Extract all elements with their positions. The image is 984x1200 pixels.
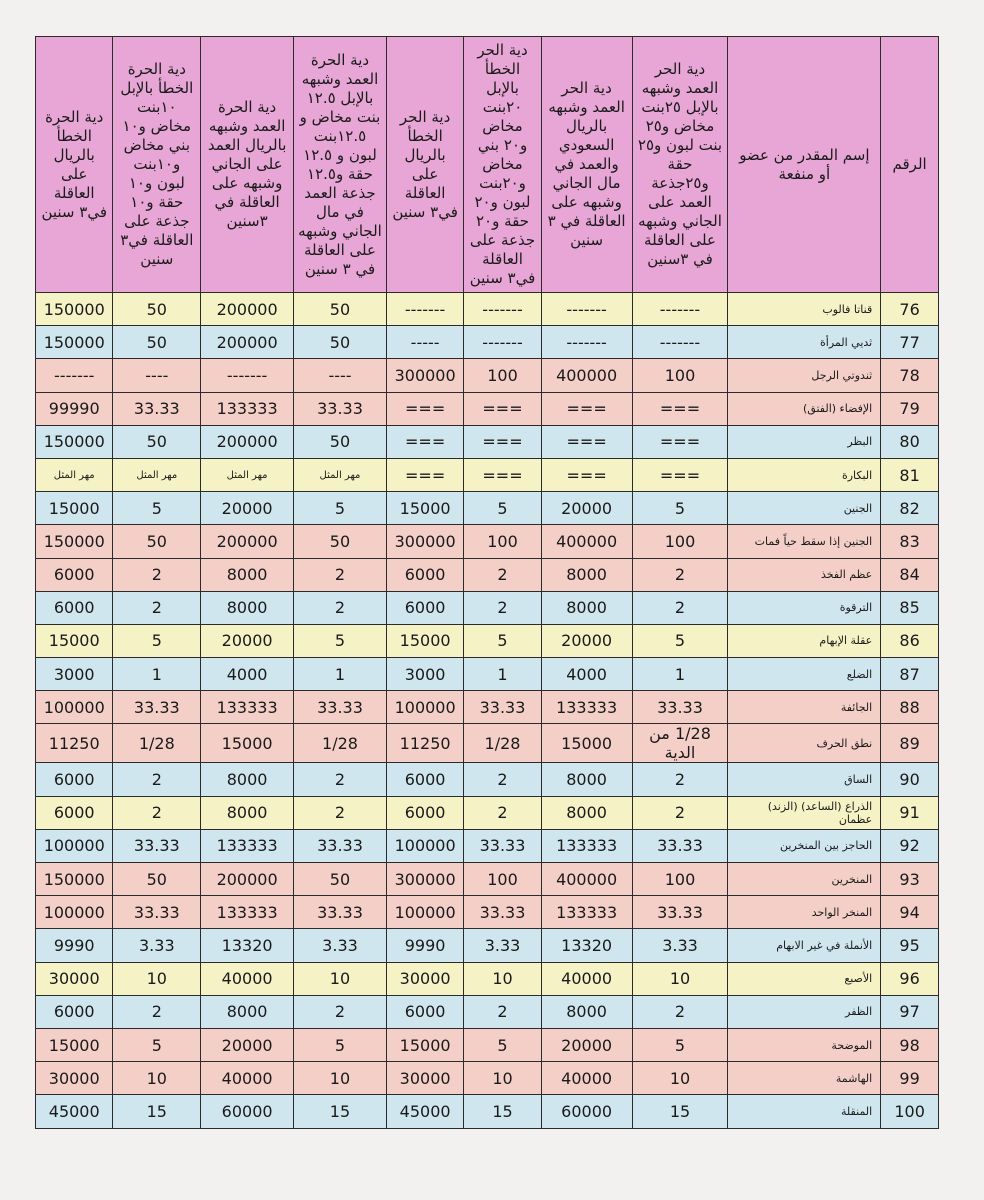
cell-male-error-riyal: 30000 bbox=[386, 1062, 463, 1095]
cell-female-intentional-camels: 2 bbox=[294, 763, 387, 796]
cell-male-error-camels: 33.33 bbox=[464, 691, 541, 724]
table-body bbox=[36, 293, 939, 1129]
cell-female-error-riyal: 6000 bbox=[36, 558, 113, 591]
cell-female-intentional-camels: 33.33 bbox=[294, 896, 387, 929]
cell-organ-name: نطق الحرف bbox=[728, 724, 881, 763]
cell-female-intentional-camels: 50 bbox=[294, 293, 387, 326]
cell-organ-name: ثديي المرأة bbox=[728, 326, 881, 359]
cell-female-intentional-riyal: 8000 bbox=[201, 763, 294, 796]
header-male-error-riyal: دية الحر الخطأ بالريال على العاقلة في٣ سنين bbox=[386, 37, 463, 293]
cell-male-error-camels: 100 bbox=[464, 863, 541, 896]
cell-male-error-camels: 10 bbox=[464, 962, 541, 995]
cell-organ-name: ثندوتي الرجل bbox=[728, 359, 881, 392]
cell-number: 87 bbox=[881, 658, 939, 691]
cell-male-error-camels: 100 bbox=[464, 359, 541, 392]
cell-male-intentional-riyal: 133333 bbox=[541, 829, 632, 862]
cell-male-intentional-riyal: 15000 bbox=[541, 724, 632, 763]
cell-male-intentional-camels: === bbox=[632, 392, 728, 425]
cell-male-error-riyal: 100000 bbox=[386, 829, 463, 862]
cell-male-intentional-camels: 1/28 من الدية bbox=[632, 724, 728, 763]
header-male-intentional-camels: دية الحر العمد وشبهه بالإبل ٢٥بنت مخاض و٢٥ بنت لبون و٢٥ حقة و٢٥جذعة العمد على الجاني وشبهه على العاقلة في ٣سنين bbox=[632, 37, 728, 293]
cell-female-error-camels: 33.33 bbox=[113, 392, 201, 425]
cell-male-intentional-camels: 5 bbox=[632, 492, 728, 525]
cell-female-error-camels: 2 bbox=[113, 763, 201, 796]
cell-number: 92 bbox=[881, 829, 939, 862]
cell-male-error-riyal: 9990 bbox=[386, 929, 463, 962]
cell-male-intentional-riyal: 400000 bbox=[541, 359, 632, 392]
cell-female-intentional-camels: 50 bbox=[294, 425, 387, 458]
cell-female-intentional-camels: 5 bbox=[294, 1028, 387, 1061]
cell-male-error-riyal: 6000 bbox=[386, 796, 463, 829]
cell-female-error-camels: 50 bbox=[113, 863, 201, 896]
cell-female-error-riyal: 6000 bbox=[36, 591, 113, 624]
cell-organ-name: الضلع bbox=[728, 658, 881, 691]
cell-male-intentional-riyal: === bbox=[541, 458, 632, 491]
cell-female-error-riyal: 9990 bbox=[36, 929, 113, 962]
cell-number: 94 bbox=[881, 896, 939, 929]
cell-female-intentional-camels: 33.33 bbox=[294, 691, 387, 724]
cell-female-intentional-riyal: مهر المثل bbox=[201, 458, 294, 491]
cell-female-error-riyal: 150000 bbox=[36, 326, 113, 359]
cell-organ-name: الجنين bbox=[728, 492, 881, 525]
cell-female-intentional-riyal: 133333 bbox=[201, 896, 294, 929]
cell-female-intentional-riyal: 200000 bbox=[201, 293, 294, 326]
cell-female-intentional-camels: 10 bbox=[294, 962, 387, 995]
cell-male-error-riyal: ------- bbox=[386, 293, 463, 326]
cell-male-error-camels: === bbox=[464, 425, 541, 458]
cell-female-error-riyal: 11250 bbox=[36, 724, 113, 763]
cell-male-intentional-camels: 100 bbox=[632, 863, 728, 896]
cell-female-intentional-camels: 3.33 bbox=[294, 929, 387, 962]
cell-female-intentional-camels: 5 bbox=[294, 624, 387, 657]
cell-male-error-camels: 2 bbox=[464, 796, 541, 829]
cell-number: 96 bbox=[881, 962, 939, 995]
cell-number: 80 bbox=[881, 425, 939, 458]
cell-female-intentional-riyal: 20000 bbox=[201, 1028, 294, 1061]
cell-female-error-camels: 50 bbox=[113, 326, 201, 359]
cell-female-intentional-riyal: 60000 bbox=[201, 1095, 294, 1128]
table-row bbox=[36, 293, 939, 326]
cell-number: 84 bbox=[881, 558, 939, 591]
cell-male-error-camels: 5 bbox=[464, 1028, 541, 1061]
table-row bbox=[36, 525, 939, 558]
cell-number: 99 bbox=[881, 1062, 939, 1095]
cell-female-error-riyal: مهر المثل bbox=[36, 458, 113, 491]
table-row bbox=[36, 658, 939, 691]
cell-male-intentional-riyal: 4000 bbox=[541, 658, 632, 691]
cell-female-intentional-camels: 33.33 bbox=[294, 392, 387, 425]
cell-female-error-camels: 5 bbox=[113, 492, 201, 525]
header-number: الرقم bbox=[881, 37, 939, 293]
cell-female-intentional-camels: 5 bbox=[294, 492, 387, 525]
cell-female-error-camels: 50 bbox=[113, 293, 201, 326]
cell-male-error-camels: 15 bbox=[464, 1095, 541, 1128]
cell-female-intentional-riyal: 40000 bbox=[201, 962, 294, 995]
cell-female-error-riyal: 45000 bbox=[36, 1095, 113, 1128]
header-male-intentional-riyal: دية الحر العمد وشبهه بالريال السعودي والعمد في مال الجاني وشبهه على العاقلة في ٣ سنين bbox=[541, 37, 632, 293]
cell-male-intentional-riyal: 40000 bbox=[541, 962, 632, 995]
cell-male-error-camels: 2 bbox=[464, 763, 541, 796]
cell-female-error-camels: 2 bbox=[113, 558, 201, 591]
cell-female-intentional-riyal: 8000 bbox=[201, 558, 294, 591]
cell-male-intentional-riyal: 20000 bbox=[541, 492, 632, 525]
table-row bbox=[36, 624, 939, 657]
cell-female-intentional-camels: مهر المثل bbox=[294, 458, 387, 491]
cell-female-error-camels: 2 bbox=[113, 591, 201, 624]
cell-organ-name: البكارة bbox=[728, 458, 881, 491]
cell-female-error-riyal: 3000 bbox=[36, 658, 113, 691]
cell-organ-name: الساق bbox=[728, 763, 881, 796]
cell-female-intentional-camels: 2 bbox=[294, 591, 387, 624]
cell-female-error-camels: 10 bbox=[113, 1062, 201, 1095]
cell-male-intentional-camels: 5 bbox=[632, 624, 728, 657]
table-row bbox=[36, 796, 939, 829]
cell-male-error-camels: 1/28 bbox=[464, 724, 541, 763]
cell-male-intentional-riyal: 20000 bbox=[541, 1028, 632, 1061]
cell-female-error-camels: 2 bbox=[113, 796, 201, 829]
header-female-error-riyal: دية الحرة الخطأ بالريال على العاقلة في٣ سنين bbox=[36, 37, 113, 293]
cell-organ-name: الذراع (الساعد) (الزند) عظمان bbox=[728, 796, 881, 829]
cell-male-intentional-riyal: 8000 bbox=[541, 763, 632, 796]
cell-male-error-camels: === bbox=[464, 392, 541, 425]
cell-male-error-riyal: === bbox=[386, 458, 463, 491]
cell-male-intentional-riyal: 8000 bbox=[541, 558, 632, 591]
cell-female-intentional-riyal: 133333 bbox=[201, 829, 294, 862]
cell-female-error-camels: 33.33 bbox=[113, 691, 201, 724]
cell-male-intentional-riyal: 60000 bbox=[541, 1095, 632, 1128]
table-row bbox=[36, 492, 939, 525]
cell-male-error-riyal: === bbox=[386, 392, 463, 425]
table-row bbox=[36, 763, 939, 796]
cell-number: 81 bbox=[881, 458, 939, 491]
cell-female-intentional-camels: ---- bbox=[294, 359, 387, 392]
cell-female-intentional-camels: 33.33 bbox=[294, 829, 387, 862]
cell-male-error-riyal: 6000 bbox=[386, 591, 463, 624]
cell-number: 85 bbox=[881, 591, 939, 624]
cell-female-error-riyal: 100000 bbox=[36, 691, 113, 724]
cell-female-error-camels: 2 bbox=[113, 995, 201, 1028]
cell-organ-name: الموضحة bbox=[728, 1028, 881, 1061]
cell-number: 78 bbox=[881, 359, 939, 392]
cell-female-intentional-riyal: 200000 bbox=[201, 863, 294, 896]
table-row bbox=[36, 392, 939, 425]
cell-male-error-camels: 5 bbox=[464, 492, 541, 525]
cell-male-intentional-camels: 2 bbox=[632, 995, 728, 1028]
cell-organ-name: عظم الفخذ bbox=[728, 558, 881, 591]
cell-male-intentional-riyal: 8000 bbox=[541, 591, 632, 624]
cell-male-intentional-camels: 10 bbox=[632, 962, 728, 995]
diya-table-container bbox=[35, 36, 939, 1129]
cell-male-error-riyal: 300000 bbox=[386, 359, 463, 392]
cell-organ-name: الأصبع bbox=[728, 962, 881, 995]
cell-male-intentional-riyal: 133333 bbox=[541, 691, 632, 724]
cell-male-intentional-camels: 15 bbox=[632, 1095, 728, 1128]
cell-female-error-riyal: 30000 bbox=[36, 1062, 113, 1095]
cell-male-intentional-camels: 2 bbox=[632, 763, 728, 796]
cell-male-intentional-camels: ------- bbox=[632, 326, 728, 359]
table-row bbox=[36, 829, 939, 862]
cell-number: 82 bbox=[881, 492, 939, 525]
cell-male-error-riyal: 15000 bbox=[386, 624, 463, 657]
table-row bbox=[36, 929, 939, 962]
table-row bbox=[36, 558, 939, 591]
cell-male-intentional-riyal: === bbox=[541, 425, 632, 458]
cell-male-error-camels: 33.33 bbox=[464, 896, 541, 929]
cell-number: 100 bbox=[881, 1095, 939, 1128]
cell-female-error-riyal: 15000 bbox=[36, 492, 113, 525]
cell-number: 89 bbox=[881, 724, 939, 763]
cell-female-error-riyal: 6000 bbox=[36, 796, 113, 829]
cell-female-error-riyal: 150000 bbox=[36, 525, 113, 558]
cell-female-error-riyal: 150000 bbox=[36, 863, 113, 896]
table-row bbox=[36, 962, 939, 995]
cell-female-intentional-riyal: 200000 bbox=[201, 326, 294, 359]
cell-number: 95 bbox=[881, 929, 939, 962]
cell-male-error-camels: 5 bbox=[464, 624, 541, 657]
table-row bbox=[36, 995, 939, 1028]
cell-number: 83 bbox=[881, 525, 939, 558]
cell-female-error-camels: 50 bbox=[113, 425, 201, 458]
cell-male-error-riyal: 100000 bbox=[386, 691, 463, 724]
cell-male-error-riyal: 15000 bbox=[386, 1028, 463, 1061]
cell-female-intentional-camels: 50 bbox=[294, 326, 387, 359]
cell-female-intentional-riyal: 40000 bbox=[201, 1062, 294, 1095]
cell-male-error-riyal: 100000 bbox=[386, 896, 463, 929]
cell-organ-name: المنخرين bbox=[728, 863, 881, 896]
cell-male-error-camels: 2 bbox=[464, 558, 541, 591]
cell-male-error-riyal: 30000 bbox=[386, 962, 463, 995]
cell-number: 77 bbox=[881, 326, 939, 359]
cell-organ-name: الجائفة bbox=[728, 691, 881, 724]
table-row bbox=[36, 359, 939, 392]
table-row bbox=[36, 326, 939, 359]
cell-male-error-riyal: 6000 bbox=[386, 763, 463, 796]
cell-male-intentional-camels: 5 bbox=[632, 1028, 728, 1061]
cell-male-intentional-camels: 100 bbox=[632, 359, 728, 392]
cell-female-error-riyal: 6000 bbox=[36, 995, 113, 1028]
cell-male-intentional-camels: 33.33 bbox=[632, 896, 728, 929]
cell-male-error-camels: 10 bbox=[464, 1062, 541, 1095]
cell-female-error-riyal: 100000 bbox=[36, 829, 113, 862]
cell-female-intentional-riyal: ------- bbox=[201, 359, 294, 392]
cell-female-error-riyal: 15000 bbox=[36, 624, 113, 657]
cell-female-error-riyal: 30000 bbox=[36, 962, 113, 995]
cell-female-intentional-riyal: 133333 bbox=[201, 691, 294, 724]
cell-male-intentional-riyal: 8000 bbox=[541, 796, 632, 829]
cell-female-error-camels: 5 bbox=[113, 1028, 201, 1061]
header-female-intentional-riyal: دية الحرة العمد وشبهه بالريال العمد على الجاني وشبهه على العاقلة في ٣سنين bbox=[201, 37, 294, 293]
cell-male-error-camels: === bbox=[464, 458, 541, 491]
cell-female-intentional-riyal: 4000 bbox=[201, 658, 294, 691]
cell-male-error-riyal: 6000 bbox=[386, 995, 463, 1028]
cell-female-intentional-riyal: 15000 bbox=[201, 724, 294, 763]
cell-female-error-riyal: ------- bbox=[36, 359, 113, 392]
cell-female-intentional-riyal: 133333 bbox=[201, 392, 294, 425]
cell-male-error-riyal: 15000 bbox=[386, 492, 463, 525]
cell-female-intentional-camels: 1 bbox=[294, 658, 387, 691]
cell-number: 98 bbox=[881, 1028, 939, 1061]
cell-female-error-camels: مهر المثل bbox=[113, 458, 201, 491]
cell-male-intentional-camels: 2 bbox=[632, 796, 728, 829]
table-row bbox=[36, 724, 939, 763]
cell-female-intentional-riyal: 20000 bbox=[201, 492, 294, 525]
cell-number: 76 bbox=[881, 293, 939, 326]
table-row bbox=[36, 425, 939, 458]
table-row bbox=[36, 691, 939, 724]
header-female-intentional-camels: دية الحرة العمد وشبهه بالإبل ١٢.٥ بنت مخاض و ١٢.٥بنت لبون و ١٢.٥ حقة و١٢.٥ جذعة العمد في مال الجاني وشبهه على العاقلة في ٣ سنين bbox=[294, 37, 387, 293]
cell-female-intentional-camels: 2 bbox=[294, 558, 387, 591]
cell-organ-name: الجنين إذا سقط حياً فمات bbox=[728, 525, 881, 558]
cell-female-intentional-camels: 50 bbox=[294, 525, 387, 558]
cell-male-error-camels: 33.33 bbox=[464, 829, 541, 862]
cell-organ-name: قناتا فالوب bbox=[728, 293, 881, 326]
cell-male-intentional-riyal: 20000 bbox=[541, 624, 632, 657]
table-row bbox=[36, 458, 939, 491]
cell-female-error-camels: 10 bbox=[113, 962, 201, 995]
cell-organ-name: الأنملة في غير الابهام bbox=[728, 929, 881, 962]
cell-male-error-riyal: 45000 bbox=[386, 1095, 463, 1128]
cell-female-error-camels: 1 bbox=[113, 658, 201, 691]
cell-male-intentional-camels: 33.33 bbox=[632, 691, 728, 724]
cell-male-intentional-riyal: === bbox=[541, 392, 632, 425]
cell-number: 91 bbox=[881, 796, 939, 829]
cell-female-intentional-riyal: 20000 bbox=[201, 624, 294, 657]
cell-male-intentional-camels: 3.33 bbox=[632, 929, 728, 962]
cell-female-error-riyal: 150000 bbox=[36, 425, 113, 458]
cell-female-intentional-camels: 2 bbox=[294, 796, 387, 829]
cell-male-intentional-camels: 10 bbox=[632, 1062, 728, 1095]
cell-female-error-camels: 15 bbox=[113, 1095, 201, 1128]
cell-male-error-riyal: 11250 bbox=[386, 724, 463, 763]
header-female-error-camels: دية الحرة الخطأ بالإبل ١٠بنت مخاض و١٠ بني مخاض و١٠بنت لبون و١٠ حقة و١٠ جذعة على العاقلة في٣ سنين bbox=[113, 37, 201, 293]
cell-organ-name: الهاشمة bbox=[728, 1062, 881, 1095]
cell-female-error-camels: 33.33 bbox=[113, 896, 201, 929]
cell-male-error-riyal: 3000 bbox=[386, 658, 463, 691]
cell-female-intentional-camels: 50 bbox=[294, 863, 387, 896]
cell-organ-name: عقلة الإبهام bbox=[728, 624, 881, 657]
header-row bbox=[36, 37, 939, 293]
cell-female-intentional-riyal: 13320 bbox=[201, 929, 294, 962]
cell-number: 93 bbox=[881, 863, 939, 896]
cell-male-error-riyal: 300000 bbox=[386, 863, 463, 896]
cell-number: 97 bbox=[881, 995, 939, 1028]
cell-male-intentional-riyal: 8000 bbox=[541, 995, 632, 1028]
cell-female-error-riyal: 15000 bbox=[36, 1028, 113, 1061]
cell-female-error-camels: ---- bbox=[113, 359, 201, 392]
table-row bbox=[36, 896, 939, 929]
cell-female-error-riyal: 150000 bbox=[36, 293, 113, 326]
cell-male-error-camels: ------- bbox=[464, 293, 541, 326]
header-male-error-camels: دية الحر الخطأ بالإبل ٢٠بنت مخاض و٢٠ بني مخاض و٢٠بنت لبون و٢٠ حقة و٢٠ جذعة على العاقلة في٣ سنين bbox=[464, 37, 541, 293]
cell-organ-name: الحاجز بين المنخرين bbox=[728, 829, 881, 862]
cell-female-intentional-camels: 2 bbox=[294, 995, 387, 1028]
cell-female-intentional-riyal: 200000 bbox=[201, 525, 294, 558]
cell-male-error-camels: 3.33 bbox=[464, 929, 541, 962]
header-organ-name: إسم المقدر من عضو أو منفعة bbox=[728, 37, 881, 293]
cell-organ-name: المنخر الواحد bbox=[728, 896, 881, 929]
cell-male-error-camels: 100 bbox=[464, 525, 541, 558]
cell-number: 86 bbox=[881, 624, 939, 657]
cell-female-intentional-riyal: 8000 bbox=[201, 796, 294, 829]
cell-female-error-camels: 33.33 bbox=[113, 829, 201, 862]
table-row bbox=[36, 863, 939, 896]
cell-female-error-riyal: 99990 bbox=[36, 392, 113, 425]
cell-male-intentional-riyal: 40000 bbox=[541, 1062, 632, 1095]
cell-male-intentional-camels: 2 bbox=[632, 591, 728, 624]
cell-organ-name: الإفضاء (الفتق) bbox=[728, 392, 881, 425]
table-row bbox=[36, 1095, 939, 1128]
cell-female-error-camels: 1/28 bbox=[113, 724, 201, 763]
cell-male-intentional-riyal: ------- bbox=[541, 293, 632, 326]
table-row bbox=[36, 1028, 939, 1061]
cell-male-error-riyal: ----- bbox=[386, 326, 463, 359]
cell-male-error-camels: 2 bbox=[464, 995, 541, 1028]
cell-male-intentional-riyal: 400000 bbox=[541, 863, 632, 896]
cell-male-intentional-camels: === bbox=[632, 425, 728, 458]
cell-number: 90 bbox=[881, 763, 939, 796]
cell-female-intentional-camels: 15 bbox=[294, 1095, 387, 1128]
cell-female-error-camels: 3.33 bbox=[113, 929, 201, 962]
cell-male-intentional-camels: === bbox=[632, 458, 728, 491]
cell-number: 88 bbox=[881, 691, 939, 724]
cell-organ-name: الترقوة bbox=[728, 591, 881, 624]
cell-female-error-riyal: 100000 bbox=[36, 896, 113, 929]
cell-male-intentional-riyal: 133333 bbox=[541, 896, 632, 929]
cell-male-intentional-camels: 33.33 bbox=[632, 829, 728, 862]
cell-male-intentional-camels: 1 bbox=[632, 658, 728, 691]
cell-male-intentional-riyal: 400000 bbox=[541, 525, 632, 558]
cell-organ-name: المنقلة bbox=[728, 1095, 881, 1128]
cell-male-error-riyal: 6000 bbox=[386, 558, 463, 591]
cell-female-error-camels: 5 bbox=[113, 624, 201, 657]
cell-male-intentional-riyal: ------- bbox=[541, 326, 632, 359]
cell-male-error-camels: 1 bbox=[464, 658, 541, 691]
cell-female-error-camels: 50 bbox=[113, 525, 201, 558]
table-row bbox=[36, 591, 939, 624]
cell-organ-name: البظر bbox=[728, 425, 881, 458]
table-row bbox=[36, 1062, 939, 1095]
cell-male-intentional-camels: 2 bbox=[632, 558, 728, 591]
cell-male-intentional-camels: ------- bbox=[632, 293, 728, 326]
cell-male-error-riyal: === bbox=[386, 425, 463, 458]
cell-female-intentional-riyal: 8000 bbox=[201, 591, 294, 624]
cell-female-intentional-riyal: 200000 bbox=[201, 425, 294, 458]
cell-number: 79 bbox=[881, 392, 939, 425]
diya-table bbox=[35, 36, 939, 1129]
cell-male-intentional-riyal: 13320 bbox=[541, 929, 632, 962]
cell-female-error-riyal: 6000 bbox=[36, 763, 113, 796]
cell-male-error-camels: 2 bbox=[464, 591, 541, 624]
cell-male-error-riyal: 300000 bbox=[386, 525, 463, 558]
cell-male-intentional-camels: 100 bbox=[632, 525, 728, 558]
cell-female-intentional-camels: 1/28 bbox=[294, 724, 387, 763]
cell-male-error-camels: ------- bbox=[464, 326, 541, 359]
cell-organ-name: الظفر bbox=[728, 995, 881, 1028]
cell-female-intentional-riyal: 8000 bbox=[201, 995, 294, 1028]
cell-female-intentional-camels: 10 bbox=[294, 1062, 387, 1095]
